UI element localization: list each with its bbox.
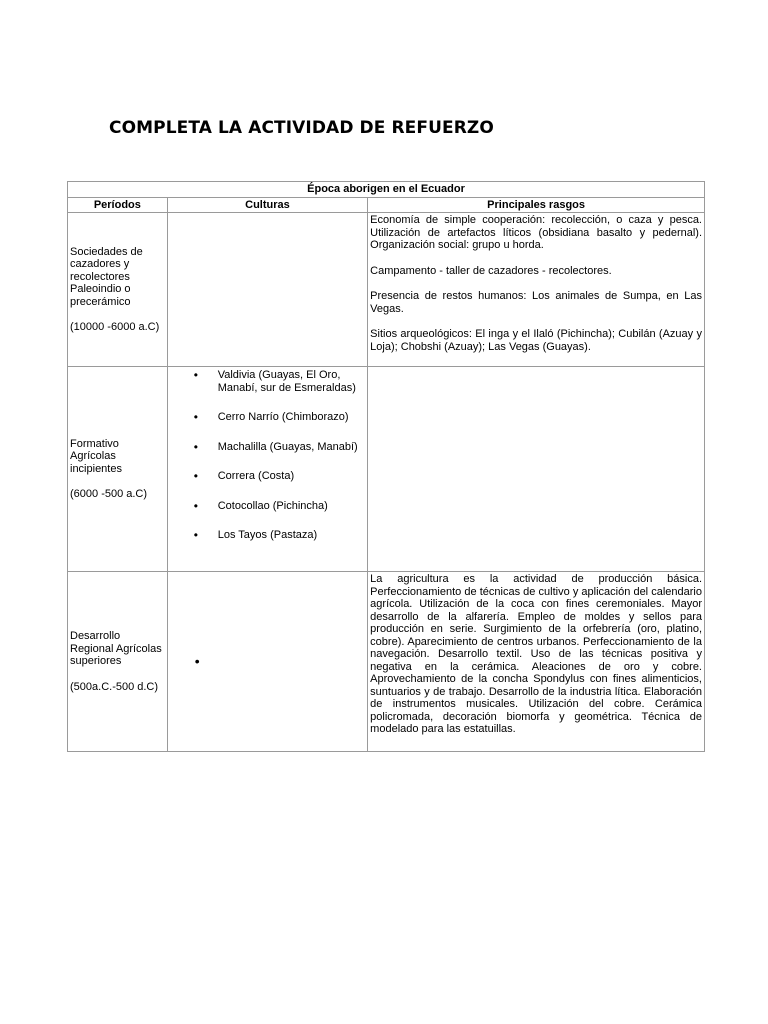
rasgo-text: Sitios arqueológicos: El inga y el Ilaló (Pichincha); Cubilán (Azuay y Loja); Chobshi (Azuay); Las Vegas (Guayas). [370, 328, 702, 353]
rasgos-cell [368, 572, 705, 752]
header-culturas: Culturas [167, 197, 367, 213]
rasgos-cell [368, 213, 705, 367]
periodo-name: Desarrollo Regional Agrícolas superiores [70, 630, 162, 667]
culturas-cell [167, 367, 367, 572]
table-caption-row [68, 182, 705, 198]
periodo-cell [68, 367, 168, 572]
culturas-cell [167, 213, 367, 367]
periodo-name: Formativo Agrícolas incipientes [70, 437, 122, 475]
rasgo-text: Economía de simple cooperación: recolección, o caza y pesca. Utilización de artefactos líticos (obsidiana basalto y pedernal). Organización social: grupo u horda. [370, 214, 702, 251]
table-row [68, 213, 705, 367]
list-item: • Cotocollao (Pichincha) [218, 500, 365, 513]
periodo-name: Sociedades de cazadores y recolectores Paleoindio o precerámico [70, 245, 143, 308]
periodo-dates: (6000 -500 a.C) [70, 488, 148, 500]
list-item: • Valdivia (Guayas, El Oro, Manabí, sur de Esmeraldas) [218, 369, 365, 394]
list-item: • Cerro Narrío (Chimborazo) [218, 411, 365, 424]
table-caption: Época aborigen en el Ecuador [68, 182, 705, 198]
rasgo-text: Presencia de restos humanos: Los animales de Sumpa, en Las Vegas. [370, 290, 702, 315]
table-header-row [68, 197, 705, 213]
empty-bullet: • [194, 653, 200, 670]
epoca-aborigen-table [67, 181, 705, 752]
rasgos-cell [368, 367, 705, 572]
periodo-cell [68, 213, 168, 367]
table-row [68, 367, 705, 572]
rasgo-text: La agricultura es la actividad de producción básica. Perfeccionamiento de técnicas de cultivo y aplicación del calendario agrícola. Utilización de la coca con fines ceremoniales. Mayor desarrollo de la alfarería. Empleo de moldes y sellos para producción en serie. Surgimiento de la orfebrería (oro, platino, cobre). Aparecimiento de centros urbanos. Perfeccionamiento de la navegación. Desarrollo textil. Uso de las técnicas positiva y negativa en la cerámica. Aleaciones de oro y cobre. Aprovechamiento de la concha Spondylus con fines alimenticios, suntuarios y de trabajo. Desarrollo de la industria lítica. Elaboración de instrumentos musicales. Utilización del cobre. Cerámica policromada, decoración biomorfa y geométrica. Técnica de modelado para las estatuillas. [370, 573, 702, 735]
periodo-dates: (10000 -6000 a.C) [70, 321, 160, 333]
periodo-cell [68, 572, 168, 752]
rasgo-text: Campamento - taller de cazadores - recolectores. [370, 264, 612, 277]
header-rasgos: Principales rasgos [368, 197, 705, 213]
culturas-cell [167, 572, 367, 752]
periodo-dates: (500a.C.-500 d.C) [70, 680, 159, 693]
page-title: COMPLETA LA ACTIVIDAD DE REFUERZO [109, 118, 494, 138]
culturas-list [170, 369, 365, 542]
list-item: • Los Tayos (Pastaza) [218, 529, 365, 542]
list-item: • Machalilla (Guayas, Manabí) [218, 441, 365, 454]
list-item: • Correra (Costa) [218, 470, 365, 483]
table-row [68, 572, 705, 752]
header-periodos: Períodos [68, 197, 168, 213]
